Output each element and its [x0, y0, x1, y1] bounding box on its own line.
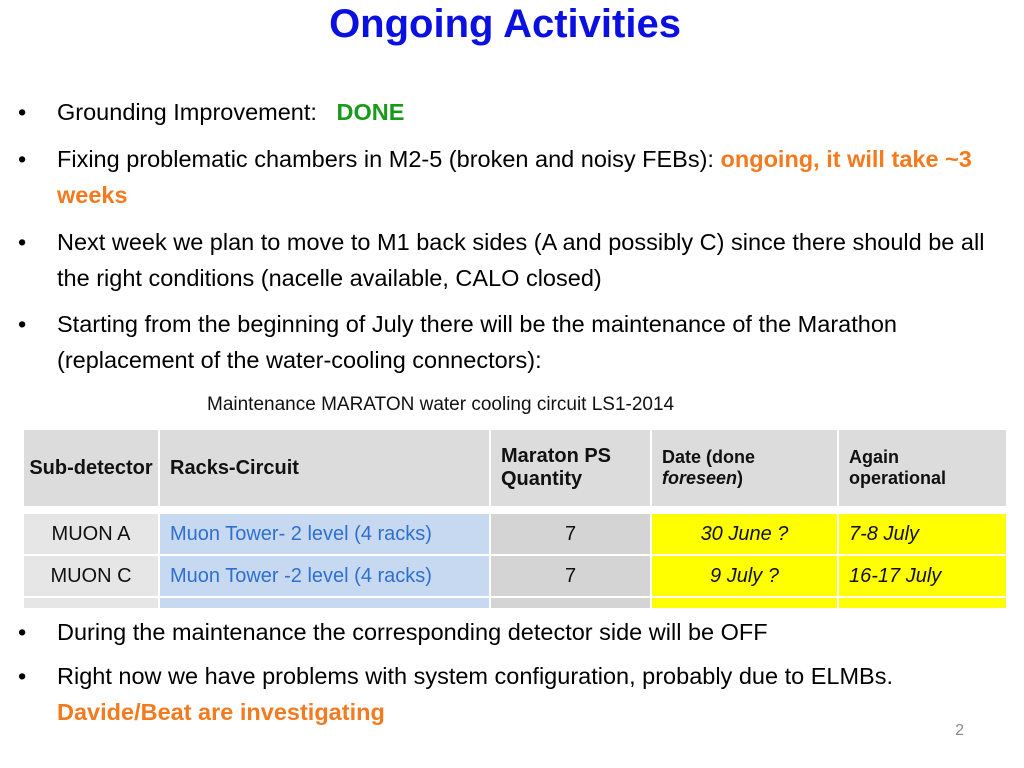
bullet-dot-icon: • — [18, 229, 27, 255]
slide-title: Ongoing Activities — [329, 2, 681, 46]
header-date: Date (done foreseen) — [651, 429, 838, 507]
cell-date: 9 July ? — [651, 555, 838, 597]
bullet-dot-icon: • — [18, 663, 27, 689]
cell-again-operational: 7-8 July — [838, 513, 1006, 555]
bullet-text: During the maintenance the corresponding detector side will be OFF — [57, 619, 768, 645]
status-done: DONE — [336, 99, 405, 125]
cell-racks-circuit: Muon Tower- 2 level (4 racks) — [159, 513, 490, 555]
cell-subdetector: MUON C — [23, 555, 159, 597]
table-row — [23, 555, 1006, 597]
table-header-row — [23, 429, 1006, 507]
cell-racks-circuit: Muon Tower -2 level (4 racks) — [159, 555, 490, 597]
cell-quantity: 7 — [490, 555, 651, 597]
bullet-dot-icon: • — [18, 311, 27, 337]
table-row — [23, 513, 1006, 555]
bullet-text: Fixing problematic chambers in M2-5 (broken and noisy FEBs): — [57, 146, 721, 172]
table-row-partial — [23, 597, 1006, 608]
bullet-dot-icon: • — [18, 99, 27, 125]
status-investigating: Davide/Beat are investigating — [57, 699, 385, 725]
cell-again-operational: 16-17 July — [838, 555, 1006, 597]
header-subdetector: Sub-detector — [23, 429, 159, 507]
page-number: 2 — [955, 722, 964, 739]
cell-quantity: 7 — [490, 513, 651, 555]
header-again-operational: Again operational — [838, 429, 1006, 507]
maintenance-table — [22, 428, 1006, 608]
header-racks-circuit: Racks-Circuit — [159, 429, 490, 507]
bullet-text: Grounding Improvement: — [57, 99, 317, 125]
cell-subdetector: MUON A — [23, 513, 159, 555]
header-maraton-quantity: Maraton PS Quantity — [490, 429, 651, 507]
bullet-text: Starting from the beginning of July there will be the maintenance of the Marathon (replacement of the water-cooling connectors): — [57, 311, 897, 373]
status-ongoing: ongoing, it will take ~3 weeks — [57, 146, 972, 208]
bullet-text: Right now we have problems with system configuration, probably due to ELMBs. — [57, 663, 893, 689]
table-caption: Maintenance MARATON water cooling circuit LS1-2014 — [207, 394, 675, 415]
cell-date: 30 June ? — [651, 513, 838, 555]
bullet-dot-icon: • — [18, 619, 27, 645]
bullet-text: Next week we plan to move to M1 back sides (A and possibly C) since there should be all the right conditions (nacelle available, CALO closed) — [57, 229, 985, 291]
bullet-dot-icon: • — [18, 146, 27, 172]
